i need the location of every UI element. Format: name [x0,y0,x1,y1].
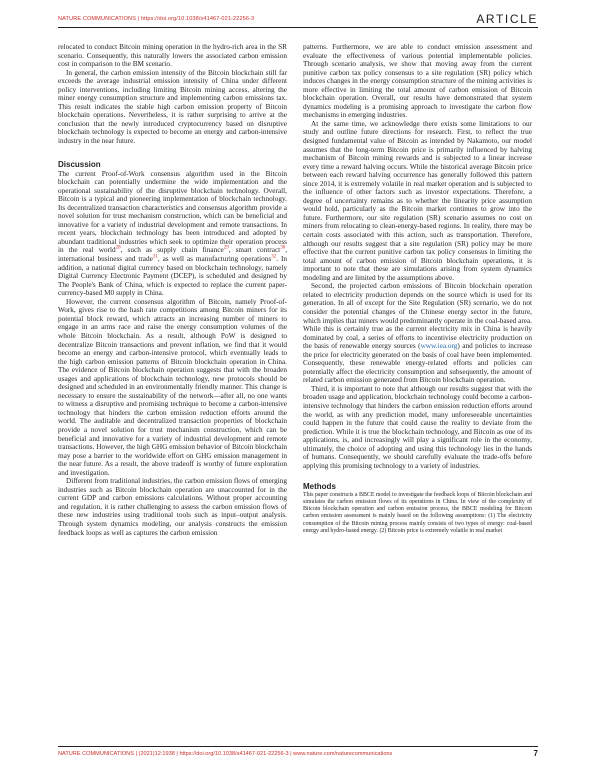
paragraph: Different from traditional industries, the carbon emission flows of emerging industries such as Bitcoin blockchain operation are unaccounted for in the current GDP and carbon emissions calculations. Without proper accounting and regulation, it is rather challenging to assess the carbon emission flows of these new industries using traditional tools such as input–output analysis. Through system dynamics modeling, our analysis constructs the emission feedback loops as well as captures the carbon emission [58,477,287,537]
citation-link[interactable]: 28 [115,246,121,252]
paragraph [58,170,287,298]
text-run: . In addition, a national digital currency based on blockchain technology, namely Digital Currency Electronic Payment (DCEP), is scheduled and designed by The People's Bank of China, which is expected to replace the current paper-currency-based M0 supply in China. [58,255,287,298]
methods-paragraph: This paper constructs a BBCE model to investigate the feedback loops of Bitcoin blockchain and simulates the carbon emission flows of its operations in China. In view of the complexity of Bitcoin blockchain operation and carbon emission process, the BBCE modeling for Bitcoin carbon emission assessment is mainly based on the following assumptions: (1) The electricity consumption of the Bitcoin mining process mainly consists of two types of energy: coal-based energy and hydro-based energy. (2) Bitcoin price is extremely volatile in real market [303,492,532,534]
text-run: ) and policies to increase the price for electricity generated on the basis of coal have been implemented. Consequently, these renewable energy-related efforts and policies can potentially affect the electricity consumption and subsequently, the amount of related carbon emission generated from Bitcoin blockchain operation. [303,342,532,385]
right-column [303,43,532,535]
page-header [58,12,538,34]
header-rule [58,27,538,28]
text-run: The current Proof-of-Work consensus algorithm used in the Bitcoin blockchain can potentially undermine the wide implementation and the operational sustainability of the disruptive blockchain technology. Overall, Bitcoin is a typical and pioneering implementation of blockchain technology. Its decentralized transaction characteristics and consensus algorithm provide a novel solution for trust mechanism construction, which can be beneficial and innovative for a variety of industrial development and remote transactions. In recent years, blockchain technology has been introduced and adopted by abundant traditional industries which seek to optimize their operation process in the real world [58,169,287,255]
page-footer [58,746,538,766]
text-run: , such as supply chain finance [120,246,224,255]
spacer [58,146,287,160]
paragraph: Third, it is important to note that although our results suggest that with the broaden usage and application, blockchain technology could become a carbon-intensive technology that hinders the carbon emission reduction efforts around the world, as with any prediction model, many unforeseeable uncertainties could happen in the future that could cause the reality to deviate from the prediction. While it is true the blockchain technology, and Bitcoin as one of its applications, is, and increasingly will play a significant role in the economy, ultimately, the choice of adopting and using this technology lies in the hands of humans. Consequently, we should carefully evaluate the trade-offs before applying this promising technology to a variety of industries. [303,384,532,470]
text-run: Second, the projected carbon emissions of Bitcoin blockchain operation related to electricity production depends on the source which is used for its generation. In all of except for the Site Regulation (SR) scenario, we do not consider the potential changes of the Chinese energy sector in the future, which implies that miners would predominantly operate in the coal-based area. While this is certainly true as the current electricity mix in China is heavily dominated by coal, a series of efforts to incentivise electricity production on the basis of renewable energy sources ( [303,282,532,351]
paragraph: However, the current consensus algorithm of Bitcoin, namely Proof-of-Work, gives rise to the hash rate competitions among Bitcoin miners for its potential block reward, which attracts an increasing number of miners to engage in an arms race and raise the energy consumption volumes of the whole Bitcoin blockchain. As a result, although PoW is designed to decentralize Bitcoin transactions and prevent inflation, we find that it would become an energy and carbon-intensive protocol, which eventually leads to the high carbon emission patterns of Bitcoin blockchain operation in China. The evidence of Bitcoin blockchain operation suggests that with the broaden usages and applications of blockchain technology, new protocols should be designed and scheduled in an environmentally friendly manner. This change is necessary to ensure the sustainability of the network—after all, no one wants to witness a disruptive and promising technique to become a carbon-intensive technology that hinders the carbon emission reduction efforts around the world. The auditable and decentralized transaction properties of blockchain provide a novel solution for trust mechanism construction, which can be beneficial and innovative for a variety of industrial development and remote transactions. However, the high GHG emission behavior of Bitcoin blockchain may pose a barrier to the worldwide effort on GHG emission management in the near future. As a result, the above tradeoff is worthy of future exploration and investigation. [58,297,287,477]
left-column [58,43,287,537]
article-type-label: ARTICLE [476,12,538,26]
citation-link[interactable]: 30 [280,246,286,252]
citation-link[interactable]: 29 [223,246,229,252]
citation-link[interactable]: 31 [152,254,158,260]
footer-rule [58,746,538,747]
paragraph: relocated to conduct Bitcoin mining operation in the hydro-rich area in the SR scenario. Consequently, this naturally lowers the associated carbon emission cost in comparison to the BM scenario. [58,43,287,69]
paragraph: At the same time, we acknowledge there exists some limitations to our study and outline future directions for research. First, to reflect the true designed fundamental value of Bitcoin as intended by Nakamoto, our model assumes that the long-term Bitcoin price is primarily influenced by halving mechanism of Bitcoin mining rewards and is subjected to a linear increase every time a reward halving occurs. While the historical average Bitcoin price between each reward halving occurrence has generally followed this pattern since 2014, it is extremely volatile in real market operation and is subjected to the influence of other factors such as investor expectations. Therefore, a degree of uncertainty remains as to whether the linearity price assumption would hold, particularly as the Bitcoin market continues to grow into the future. Furthermore, our site regulation (SR) scenario assumes no cost on miners from relocating to clean-energy-based regions. In reality, there may be certain costs associated with this action, such as transportation. Therefore, although our results suggest that a site regulation (SR) policy may be more effective that the current punitive carbon tax policy consensus in limiting the total amount of carbon emission of Bitcoin blockchain operations, it is important to note that these are simulations arising from system dynamics modeling and are limited by the assumptions above. [303,119,532,282]
paragraph: In general, the carbon emission intensity of the Bitcoin blockchain still far exceeds the average industrial emission intensity of China under different policy interventions, including limiting Bitcoin mining access, altering the miner energy consumption structure and implementing carbon emissions tax. This result indicates the stable high carbon emission property of Bitcoin blockchain operations. Nevertheless, it is rather surprising to arrive at the conclusion that the newly introduced cryptocurrency based on disruptive blockchain technology is expected to become an energy and carbon-intensive industry in the near future. [58,68,287,146]
footer-citation[interactable]: NATURE COMMUNICATIONS | (2021)12:1938 | https://doi.org/10.1038/s41467-021-22256-3 | www.nature.com/naturecommunications [58,751,393,757]
text-run: , international business and trade [58,246,287,264]
iea-link[interactable]: www.iea.org [420,342,458,351]
discussion-heading: Discussion [58,159,101,169]
text-run: , as well as manufacturing operations [157,255,272,264]
paragraph [303,282,532,385]
paragraph: patterns. Furthermore, we are able to conduct emission assessment and evaluate the effectiveness of various potential implementable policies. Through scenario analysis, we show that moving away from the current punitive carbon tax policy consensus to a site regulation (SR) policy which induces changes in the energy consumption structure of the mining activities is more effective in limiting the total amount of carbon emission of Bitcoin blockchain operation. Overall, our results have demonstrated that system dynamics modeling is a promising approach to investigate the carbon flow mechanisms in emerging industries. [303,43,532,120]
methods-heading: Methods [303,482,336,492]
page-number: 7 [533,749,538,758]
journal-doi-header[interactable]: NATURE COMMUNICATIONS | https://doi.org/10.1038/s41467-021-22256-3 [58,16,255,22]
text-run: , smart contract [228,246,281,255]
citation-link[interactable]: 32 [271,254,277,260]
spacer [303,470,532,482]
